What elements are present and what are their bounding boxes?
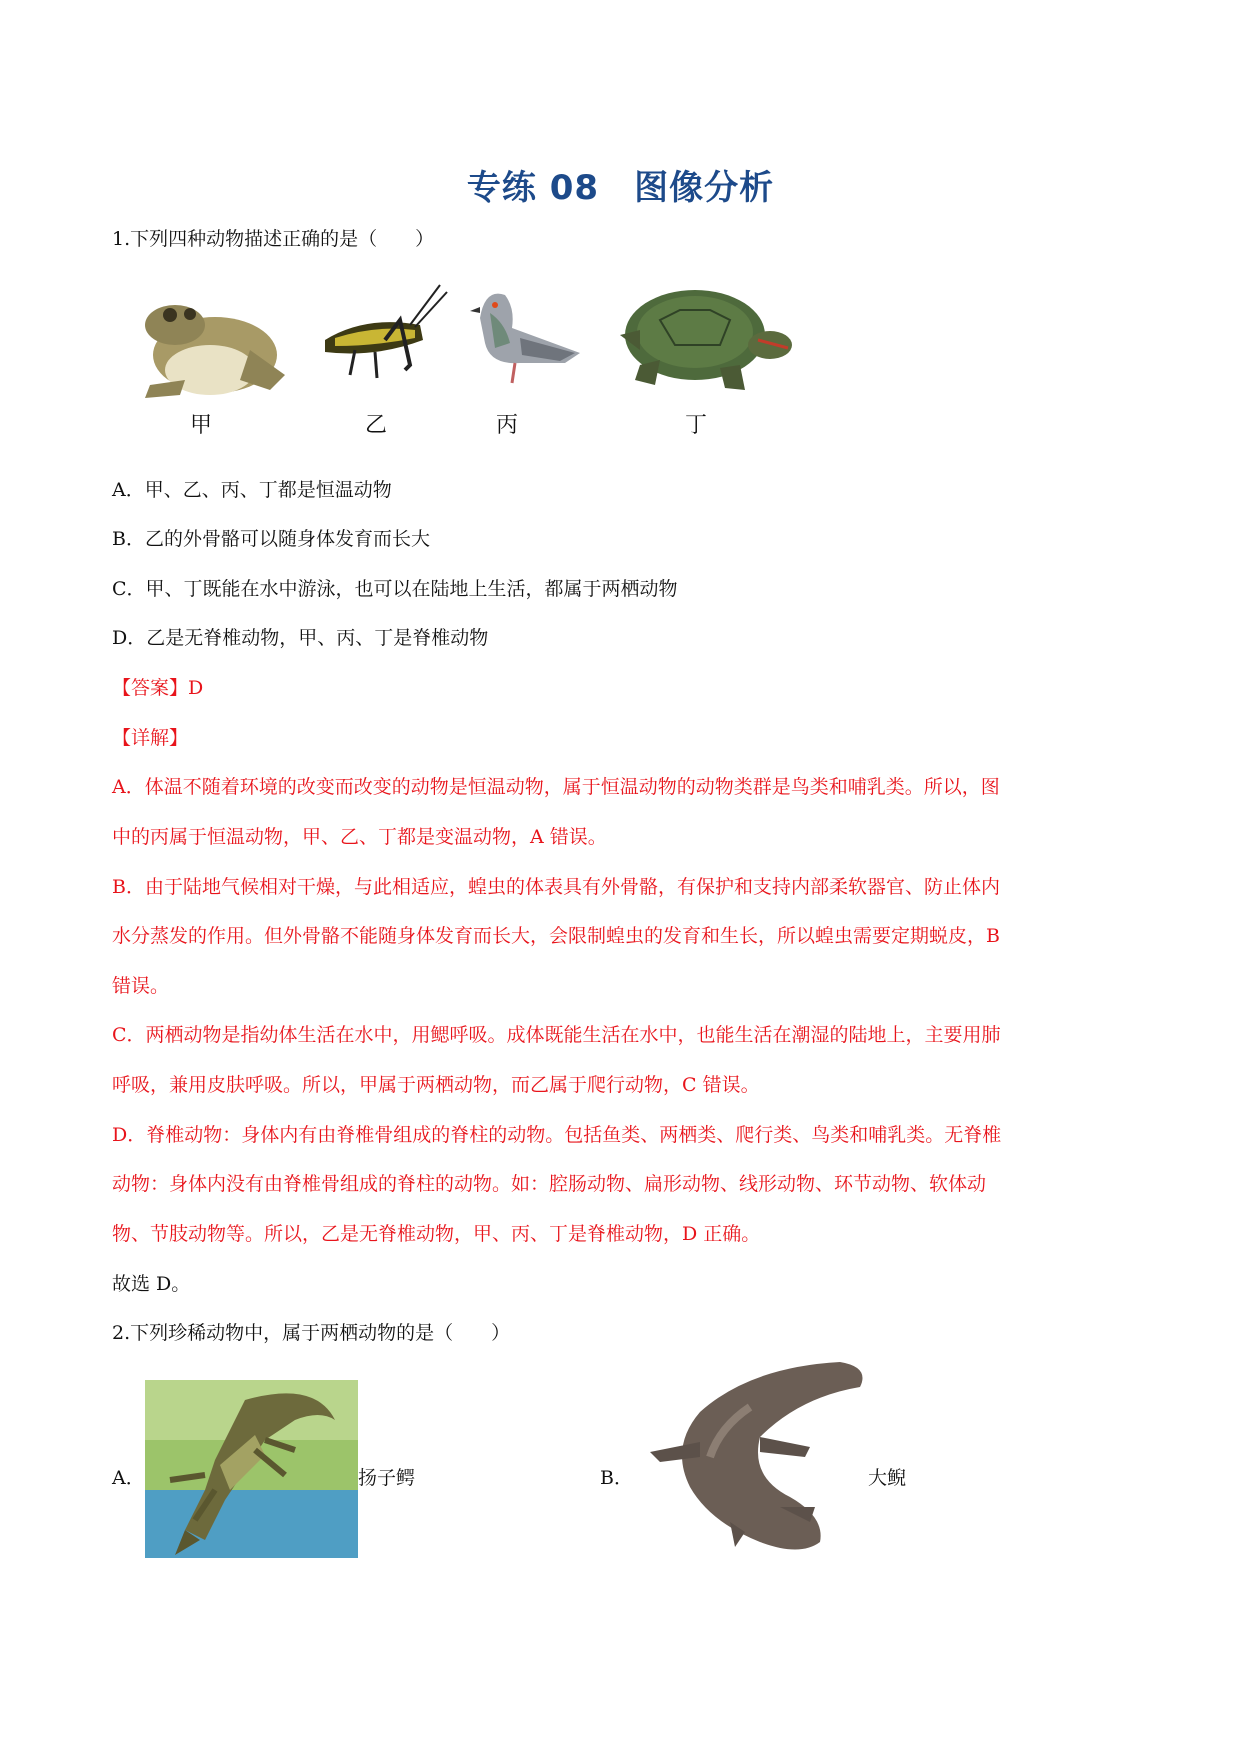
alligator-image xyxy=(145,1380,358,1558)
explanation-line: 水分蒸发的作用。但外骨骼不能随身体发育而长大，会限制蝗虫的发育和生长，所以蝗虫需要定期蜕皮，B xyxy=(112,925,1000,947)
answer-value: D xyxy=(188,677,204,699)
turtle-image xyxy=(600,280,795,405)
q2-option-b-name: 大鲵 xyxy=(868,1467,907,1489)
pigeon-image xyxy=(460,283,585,393)
explanation-line: 动物：身体内没有由脊椎骨组成的脊柱的动物。如：腔肠动物、扁形动物、线形动物、环节动物、软体动 xyxy=(112,1173,987,1195)
figure-label-ding: 丁 xyxy=(685,413,708,438)
option-b: B．乙的外骨骼可以随身体发育而长大 xyxy=(112,528,430,550)
frog-image xyxy=(130,290,290,405)
explanation-line: 中的丙属于恒温动物，甲、乙、丁都是变温动物，A 错误。 xyxy=(112,826,607,848)
q2-option-b-letter: B． xyxy=(600,1467,633,1489)
explanation-line: C．两栖动物是指幼体生活在水中，用鳃呼吸。成体既能生活在水中，也能生活在潮湿的陆地上，主要用肺 xyxy=(112,1024,1001,1046)
figure-label-bing: 丙 xyxy=(496,413,519,438)
explanation-line: 呼吸，兼用皮肤呼吸。所以，甲属于两栖动物，而乙属于爬行动物，C 错误。 xyxy=(112,1074,760,1096)
option-a: A．甲、乙、丙、丁都是恒温动物 xyxy=(112,479,392,501)
explanation-line: D．脊椎动物：身体内有由脊椎骨组成的脊柱的动物。包括鱼类、两栖类、爬行类、鸟类和哺乳类。无脊椎 xyxy=(112,1124,1002,1146)
question-2-stem: 2.下列珍稀动物中，属于两栖动物的是（ ） xyxy=(112,1322,511,1344)
option-d: D．乙是无脊椎动物，甲、丙、丁是脊椎动物 xyxy=(112,627,489,649)
grasshopper-image xyxy=(305,280,450,395)
explanation-line: A．体温不随着环境的改变而改变的动物是恒温动物，属于恒温动物的动物类群是鸟类和哺乳类。所以，图 xyxy=(112,776,1000,798)
question-1-stem: 1.下列四种动物描述正确的是（ ） xyxy=(112,228,435,250)
figure-label-yi: 乙 xyxy=(365,413,388,438)
explanation-line: 错误。 xyxy=(112,975,170,997)
explanation-line: 物、节肢动物等。所以，乙是无脊椎动物，甲、丙、丁是脊椎动物，D 正确。 xyxy=(112,1223,761,1245)
explanation-line: B．由于陆地气候相对干燥，与此相适应，蝗虫的体表具有外骨骼，有保护和支持内部柔软器官、防止体内 xyxy=(112,876,1000,898)
answer-line xyxy=(112,675,203,701)
answer-tag: 【答案】 xyxy=(112,677,189,699)
giant-salamander-image xyxy=(640,1357,870,1553)
figure-label-jia: 甲 xyxy=(190,413,213,438)
conclusion: 故选 D。 xyxy=(112,1273,191,1295)
page-title: 专练 08 图像分析 xyxy=(466,168,775,208)
explanation-tag: 【详解】 xyxy=(112,727,189,749)
q2-option-a-name: 扬子鳄 xyxy=(358,1467,416,1489)
q2-option-a-letter: A． xyxy=(112,1467,145,1489)
option-c: C．甲、丁既能在水中游泳，也可以在陆地上生活，都属于两栖动物 xyxy=(112,578,678,600)
